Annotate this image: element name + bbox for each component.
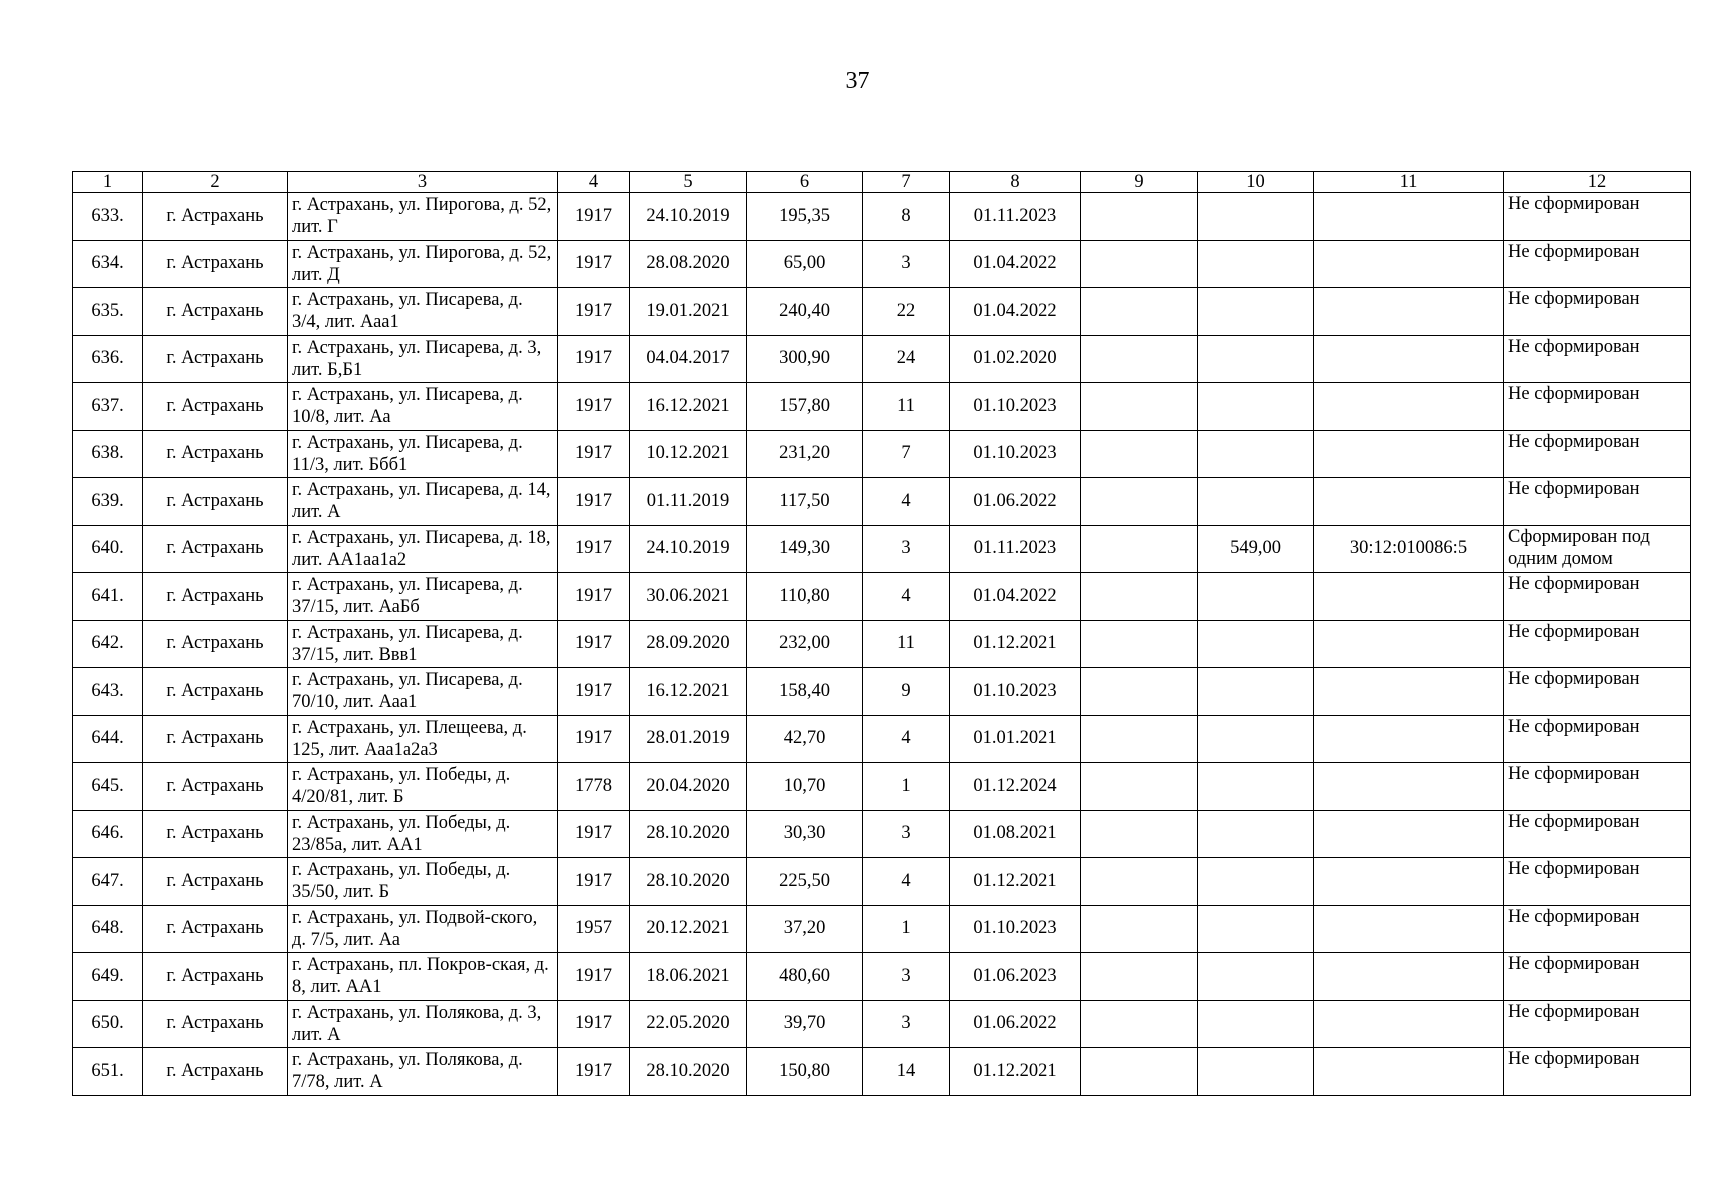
year-cell: 1917 [558,715,630,763]
land-area-cell [1198,763,1314,811]
row-number-cell: 641. [73,573,143,621]
table-row [73,1000,1691,1048]
row-number-cell: 638. [73,430,143,478]
deadline-cell: 01.10.2023 [950,905,1081,953]
col-9-cell [1081,335,1198,383]
date-cell: 20.12.2021 [630,905,747,953]
date-cell: 10.12.2021 [630,430,747,478]
date-cell: 28.10.2020 [630,1048,747,1096]
area-cell: 39,70 [747,1000,863,1048]
column-header-4: 4 [558,172,630,193]
date-cell: 28.10.2020 [630,858,747,906]
col-9-cell [1081,288,1198,336]
row-number-cell: 637. [73,383,143,431]
deadline-cell: 01.12.2024 [950,763,1081,811]
deadline-cell: 01.06.2022 [950,478,1081,526]
residents-cell: 22 [863,288,950,336]
status-cell: Не сформирован [1504,715,1691,763]
land-area-cell [1198,810,1314,858]
city-cell: г. Астрахань [143,193,288,241]
address-cell: г. Астрахань, ул. Писарева, д. 11/3, лит. Ббб1 [288,430,558,478]
residents-cell: 8 [863,193,950,241]
row-number-cell: 634. [73,240,143,288]
residents-cell: 24 [863,335,950,383]
city-cell: г. Астрахань [143,525,288,573]
city-cell: г. Астрахань [143,573,288,621]
status-cell: Не сформирован [1504,288,1691,336]
table-row [73,620,1691,668]
land-area-cell [1198,430,1314,478]
residents-cell: 4 [863,858,950,906]
city-cell: г. Астрахань [143,810,288,858]
row-number-cell: 645. [73,763,143,811]
row-number-cell: 636. [73,335,143,383]
land-area-cell [1198,953,1314,1001]
col-9-cell [1081,858,1198,906]
col-9-cell [1081,763,1198,811]
year-cell: 1778 [558,763,630,811]
deadline-cell: 01.12.2021 [950,858,1081,906]
city-cell: г. Астрахань [143,858,288,906]
cadastral-number-cell [1314,905,1504,953]
column-header-2: 2 [143,172,288,193]
area-cell: 480,60 [747,953,863,1001]
deadline-cell: 01.02.2020 [950,335,1081,383]
cadastral-number-cell [1314,335,1504,383]
table-row [73,715,1691,763]
address-cell: г. Астрахань, ул. Писарева, д. 18, лит. АА1аа1а2 [288,525,558,573]
area-cell: 231,20 [747,430,863,478]
year-cell: 1917 [558,335,630,383]
area-cell: 117,50 [747,478,863,526]
row-number-cell: 633. [73,193,143,241]
deadline-cell: 01.10.2023 [950,383,1081,431]
date-cell: 30.06.2021 [630,573,747,621]
residents-cell: 3 [863,240,950,288]
date-cell: 28.10.2020 [630,810,747,858]
table-row [73,668,1691,716]
city-cell: г. Астрахань [143,288,288,336]
area-cell: 225,50 [747,858,863,906]
column-header-7: 7 [863,172,950,193]
col-9-cell [1081,478,1198,526]
area-cell: 150,80 [747,1048,863,1096]
address-cell: г. Астрахань, ул. Писарева, д. 37/15, лит. АаБб [288,573,558,621]
residents-cell: 1 [863,763,950,811]
area-cell: 149,30 [747,525,863,573]
cadastral-number-cell [1314,715,1504,763]
status-cell: Сформирован под одним домом [1504,525,1691,573]
year-cell: 1917 [558,288,630,336]
address-cell: г. Астрахань, ул. Писарева, д. 70/10, лит. Ааа1 [288,668,558,716]
row-number-cell: 647. [73,858,143,906]
residents-cell: 4 [863,715,950,763]
row-number-cell: 651. [73,1048,143,1096]
column-header-11: 11 [1314,172,1504,193]
land-area-cell [1198,668,1314,716]
year-cell: 1957 [558,905,630,953]
deadline-cell: 01.01.2021 [950,715,1081,763]
area-cell: 157,80 [747,383,863,431]
city-cell: г. Астрахань [143,335,288,383]
land-area-cell: 549,00 [1198,525,1314,573]
city-cell: г. Астрахань [143,620,288,668]
deadline-cell: 01.11.2023 [950,193,1081,241]
year-cell: 1917 [558,525,630,573]
date-cell: 16.12.2021 [630,668,747,716]
table-row [73,525,1691,573]
row-number-cell: 642. [73,620,143,668]
area-cell: 37,20 [747,905,863,953]
cadastral-number-cell [1314,953,1504,1001]
cadastral-number-cell [1314,288,1504,336]
land-area-cell [1198,715,1314,763]
date-cell: 01.11.2019 [630,478,747,526]
col-9-cell [1081,905,1198,953]
col-9-cell [1081,383,1198,431]
address-cell: г. Астрахань, ул. Пирогова, д. 52, лит. Г [288,193,558,241]
status-cell: Не сформирован [1504,810,1691,858]
date-cell: 19.01.2021 [630,288,747,336]
year-cell: 1917 [558,620,630,668]
status-cell: Не сформирован [1504,905,1691,953]
cadastral-number-cell [1314,668,1504,716]
status-cell: Не сформирован [1504,240,1691,288]
table-row [73,478,1691,526]
table-row [73,905,1691,953]
status-cell: Не сформирован [1504,335,1691,383]
col-9-cell [1081,240,1198,288]
year-cell: 1917 [558,668,630,716]
area-cell: 195,35 [747,193,863,241]
row-number-cell: 640. [73,525,143,573]
city-cell: г. Астрахань [143,668,288,716]
deadline-cell: 01.04.2022 [950,240,1081,288]
date-cell: 28.09.2020 [630,620,747,668]
area-cell: 30,30 [747,810,863,858]
cadastral-number-cell [1314,763,1504,811]
row-number-cell: 650. [73,1000,143,1048]
cadastral-number-cell [1314,1048,1504,1096]
date-cell: 24.10.2019 [630,525,747,573]
year-cell: 1917 [558,430,630,478]
row-number-cell: 635. [73,288,143,336]
deadline-cell: 01.04.2022 [950,288,1081,336]
column-header-12: 12 [1504,172,1691,193]
area-cell: 10,70 [747,763,863,811]
city-cell: г. Астрахань [143,430,288,478]
area-cell: 240,40 [747,288,863,336]
column-header-5: 5 [630,172,747,193]
col-9-cell [1081,430,1198,478]
area-cell: 42,70 [747,715,863,763]
area-cell: 158,40 [747,668,863,716]
residents-cell: 7 [863,430,950,478]
year-cell: 1917 [558,1048,630,1096]
deadline-cell: 01.12.2021 [950,620,1081,668]
col-9-cell [1081,1000,1198,1048]
city-cell: г. Астрахань [143,240,288,288]
year-cell: 1917 [558,1000,630,1048]
status-cell: Не сформирован [1504,573,1691,621]
table-row [73,763,1691,811]
land-area-cell [1198,335,1314,383]
table-row [73,430,1691,478]
cadastral-number-cell [1314,383,1504,431]
cadastral-number-cell [1314,1000,1504,1048]
address-cell: г. Астрахань, ул. Победы, д. 35/50, лит. Б [288,858,558,906]
year-cell: 1917 [558,383,630,431]
city-cell: г. Астрахань [143,953,288,1001]
address-cell: г. Астрахань, пл. Покров-ская, д. 8, лит. АА1 [288,953,558,1001]
col-9-cell [1081,953,1198,1001]
address-cell: г. Астрахань, ул. Подвой-ского, д. 7/5, лит. Аа [288,905,558,953]
city-cell: г. Астрахань [143,905,288,953]
residents-cell: 9 [863,668,950,716]
row-number-cell: 644. [73,715,143,763]
address-cell: г. Астрахань, ул. Полякова, д. 7/78, лит. А [288,1048,558,1096]
city-cell: г. Астрахань [143,1000,288,1048]
deadline-cell: 01.04.2022 [950,573,1081,621]
area-cell: 232,00 [747,620,863,668]
column-header-10: 10 [1198,172,1314,193]
cadastral-number-cell [1314,573,1504,621]
land-area-cell [1198,1048,1314,1096]
residents-cell: 1 [863,905,950,953]
col-9-cell [1081,668,1198,716]
status-cell: Не сформирован [1504,953,1691,1001]
col-9-cell [1081,1048,1198,1096]
status-cell: Не сформирован [1504,1000,1691,1048]
deadline-cell: 01.10.2023 [950,668,1081,716]
cadastral-number-cell: 30:12:010086:5 [1314,525,1504,573]
date-cell: 04.04.2017 [630,335,747,383]
land-area-cell [1198,193,1314,241]
table-row [73,240,1691,288]
col-9-cell [1081,573,1198,621]
table-row [73,288,1691,336]
residents-cell: 4 [863,478,950,526]
land-area-cell [1198,288,1314,336]
area-cell: 300,90 [747,335,863,383]
residents-cell: 4 [863,573,950,621]
deadline-cell: 01.06.2023 [950,953,1081,1001]
address-cell: г. Астрахань, ул. Победы, д. 23/85а, лит. АА1 [288,810,558,858]
col-9-cell [1081,715,1198,763]
city-cell: г. Астрахань [143,715,288,763]
table-row [73,810,1691,858]
status-cell: Не сформирован [1504,383,1691,431]
residents-cell: 11 [863,620,950,668]
date-cell: 24.10.2019 [630,193,747,241]
city-cell: г. Астрахань [143,1048,288,1096]
year-cell: 1917 [558,240,630,288]
status-cell: Не сформирован [1504,478,1691,526]
land-area-cell [1198,573,1314,621]
status-cell: Не сформирован [1504,193,1691,241]
land-area-cell [1198,383,1314,431]
address-cell: г. Астрахань, ул. Полякова, д. 3, лит. А [288,1000,558,1048]
city-cell: г. Астрахань [143,763,288,811]
page-number: 37 [845,68,870,94]
row-number-cell: 649. [73,953,143,1001]
table-row [73,193,1691,241]
residents-cell: 3 [863,810,950,858]
deadline-cell: 01.10.2023 [950,430,1081,478]
column-header-8: 8 [950,172,1081,193]
area-cell: 110,80 [747,573,863,621]
row-number-cell: 646. [73,810,143,858]
land-area-cell [1198,240,1314,288]
year-cell: 1917 [558,810,630,858]
cadastral-number-cell [1314,858,1504,906]
cadastral-number-cell [1314,810,1504,858]
column-header-3: 3 [288,172,558,193]
col-9-cell [1081,525,1198,573]
area-cell: 65,00 [747,240,863,288]
address-cell: г. Астрахань, ул. Писарева, д. 37/15, лит. Ввв1 [288,620,558,668]
status-cell: Не сформирован [1504,858,1691,906]
column-header-6: 6 [747,172,863,193]
residents-cell: 11 [863,383,950,431]
address-cell: г. Астрахань, ул. Писарева, д. 10/8, лит. Аа [288,383,558,431]
date-cell: 22.05.2020 [630,1000,747,1048]
col-9-cell [1081,193,1198,241]
year-cell: 1917 [558,193,630,241]
column-header-9: 9 [1081,172,1198,193]
year-cell: 1917 [558,953,630,1001]
status-cell: Не сформирован [1504,668,1691,716]
cadastral-number-cell [1314,478,1504,526]
residents-cell: 3 [863,525,950,573]
row-number-cell: 648. [73,905,143,953]
date-cell: 18.06.2021 [630,953,747,1001]
date-cell: 20.04.2020 [630,763,747,811]
column-header-1: 1 [73,172,143,193]
cadastral-number-cell [1314,240,1504,288]
city-cell: г. Астрахань [143,478,288,526]
address-cell: г. Астрахань, ул. Пирогова, д. 52, лит. Д [288,240,558,288]
col-9-cell [1081,810,1198,858]
register-table [72,171,1691,1096]
status-cell: Не сформирован [1504,430,1691,478]
year-cell: 1917 [558,858,630,906]
address-cell: г. Астрахань, ул. Писарева, д. 14, лит. А [288,478,558,526]
address-cell: г. Астрахань, ул. Победы, д. 4/20/81, лит. Б [288,763,558,811]
table-row [73,335,1691,383]
year-cell: 1917 [558,478,630,526]
date-cell: 28.01.2019 [630,715,747,763]
address-cell: г. Астрахань, ул. Писарева, д. 3, лит. Б,Б1 [288,335,558,383]
col-9-cell [1081,620,1198,668]
address-cell: г. Астрахань, ул. Писарева, д. 3/4, лит. Ааа1 [288,288,558,336]
city-cell: г. Астрахань [143,383,288,431]
table-row [73,1048,1691,1096]
address-cell: г. Астрахань, ул. Плещеева, д. 125, лит. Ааа1а2а3 [288,715,558,763]
residents-cell: 14 [863,1048,950,1096]
cadastral-number-cell [1314,620,1504,668]
row-number-cell: 639. [73,478,143,526]
date-cell: 28.08.2020 [630,240,747,288]
cadastral-number-cell [1314,193,1504,241]
status-cell: Не сформирован [1504,1048,1691,1096]
deadline-cell: 01.11.2023 [950,525,1081,573]
table-row [73,573,1691,621]
deadline-cell: 01.12.2021 [950,1048,1081,1096]
cadastral-number-cell [1314,430,1504,478]
year-cell: 1917 [558,573,630,621]
table-body [73,193,1691,1096]
status-cell: Не сформирован [1504,763,1691,811]
land-area-cell [1198,1000,1314,1048]
land-area-cell [1198,905,1314,953]
deadline-cell: 01.06.2022 [950,1000,1081,1048]
residents-cell: 3 [863,953,950,1001]
land-area-cell [1198,478,1314,526]
table-row [73,383,1691,431]
deadline-cell: 01.08.2021 [950,810,1081,858]
table-row [73,858,1691,906]
status-cell: Не сформирован [1504,620,1691,668]
header-row [73,172,1691,193]
row-number-cell: 643. [73,668,143,716]
date-cell: 16.12.2021 [630,383,747,431]
table-row [73,953,1691,1001]
land-area-cell [1198,620,1314,668]
land-area-cell [1198,858,1314,906]
residents-cell: 3 [863,1000,950,1048]
